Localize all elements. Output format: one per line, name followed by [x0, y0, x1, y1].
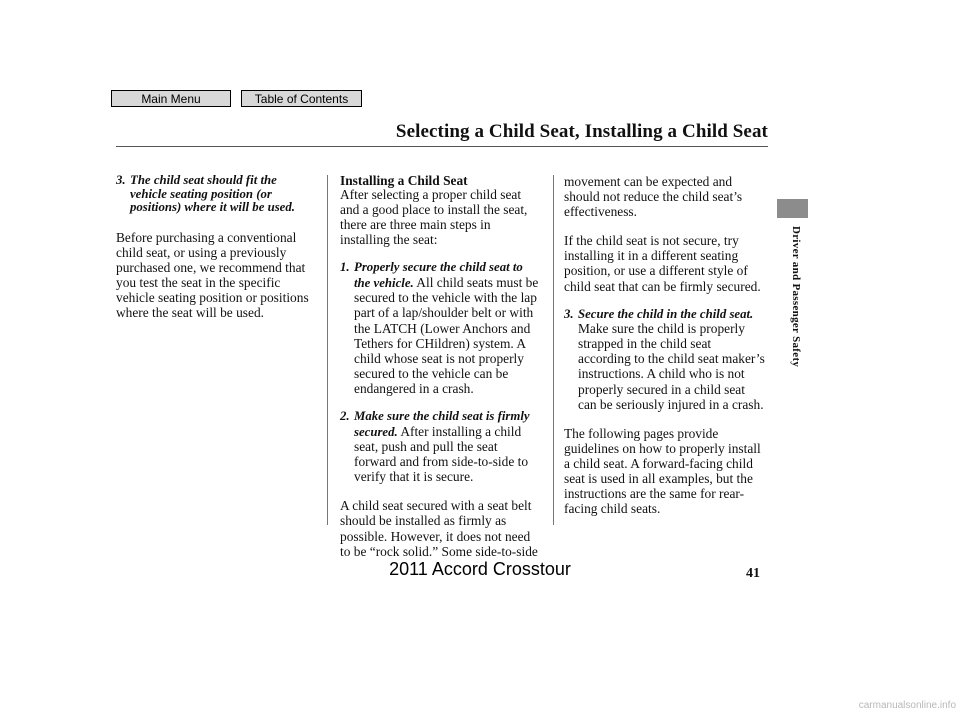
section-heading: Installing a Child Seat [340, 173, 468, 188]
title-divider [116, 146, 768, 147]
right-column [564, 174, 774, 516]
model-name: 2011 Accord Crosstour [389, 559, 571, 579]
column-divider-left [327, 175, 328, 525]
continuation-paragraph: movement can be expected and should not reduce the child seat’s effectiveness. [564, 174, 743, 220]
left-column [116, 174, 321, 320]
middle-column [340, 174, 550, 559]
section-tab-label: Driver and Passenger Safety [790, 226, 802, 368]
intro-paragraph: Before purchasing a conventional child seat, or using a previously purchased one, we recommend that you test the seat in the specific vehicle seating position or positions where the seat will be used. [116, 229, 309, 320]
page-number: 41 [746, 566, 760, 581]
installing-intro: After selecting a proper child seat and a good place to install the seat, there are three main steps in installing the seat: [340, 187, 528, 248]
closing-paragraph: A child seat secured with a seat belt should be installed as firmly as possible. However, it does not need to be “rock solid.” Some side-to-side [340, 498, 538, 559]
main-menu-button[interactable]: Main Menu [111, 90, 231, 107]
column-divider-right [553, 175, 554, 525]
step-3: 3. Secure the child in the child seat. Make sure the child is properly strapped in the child seat according to the child seat maker’s instructions. A child who is not properly secured in a child seat can be seriously injured in a crash. [564, 306, 765, 412]
watermark: carmanualsonline.info [858, 700, 956, 711]
note-heading: 3. The child seat should fit the vehicle seating position (or positions) where it will be used. [116, 173, 295, 214]
step-1: 1. Properly secure the child seat to the vehicle. All child seats must be secured to the vehicle with the lap part of a lap/shoulder belt or with the LATCH (Lower Anchors and Tethers for CHildren) system. A child whose seat is not properly secured to the vehicle can be endangered in a crash. [340, 260, 539, 396]
section-tab-marker [777, 199, 808, 218]
table-of-contents-button[interactable]: Table of Contents [241, 90, 362, 107]
not-secure-paragraph: If the child seat is not secure, try installing it in a different seating position, or use a different style of child seat that can be firmly secured. [564, 233, 761, 294]
page-title: Selecting a Child Seat, Installing a Child Seat [395, 121, 768, 142]
step-2: 2. Make sure the child seat is firmly secured. After installing a child seat, push and pull the seat forward and from side-to-side to verify that it is secure. [340, 409, 530, 485]
guidelines-paragraph: The following pages provide guidelines on how to properly install a child seat. A forward-facing child seat is used in all examples, but the instructions are the same for rear- facing child seats. [564, 425, 761, 517]
